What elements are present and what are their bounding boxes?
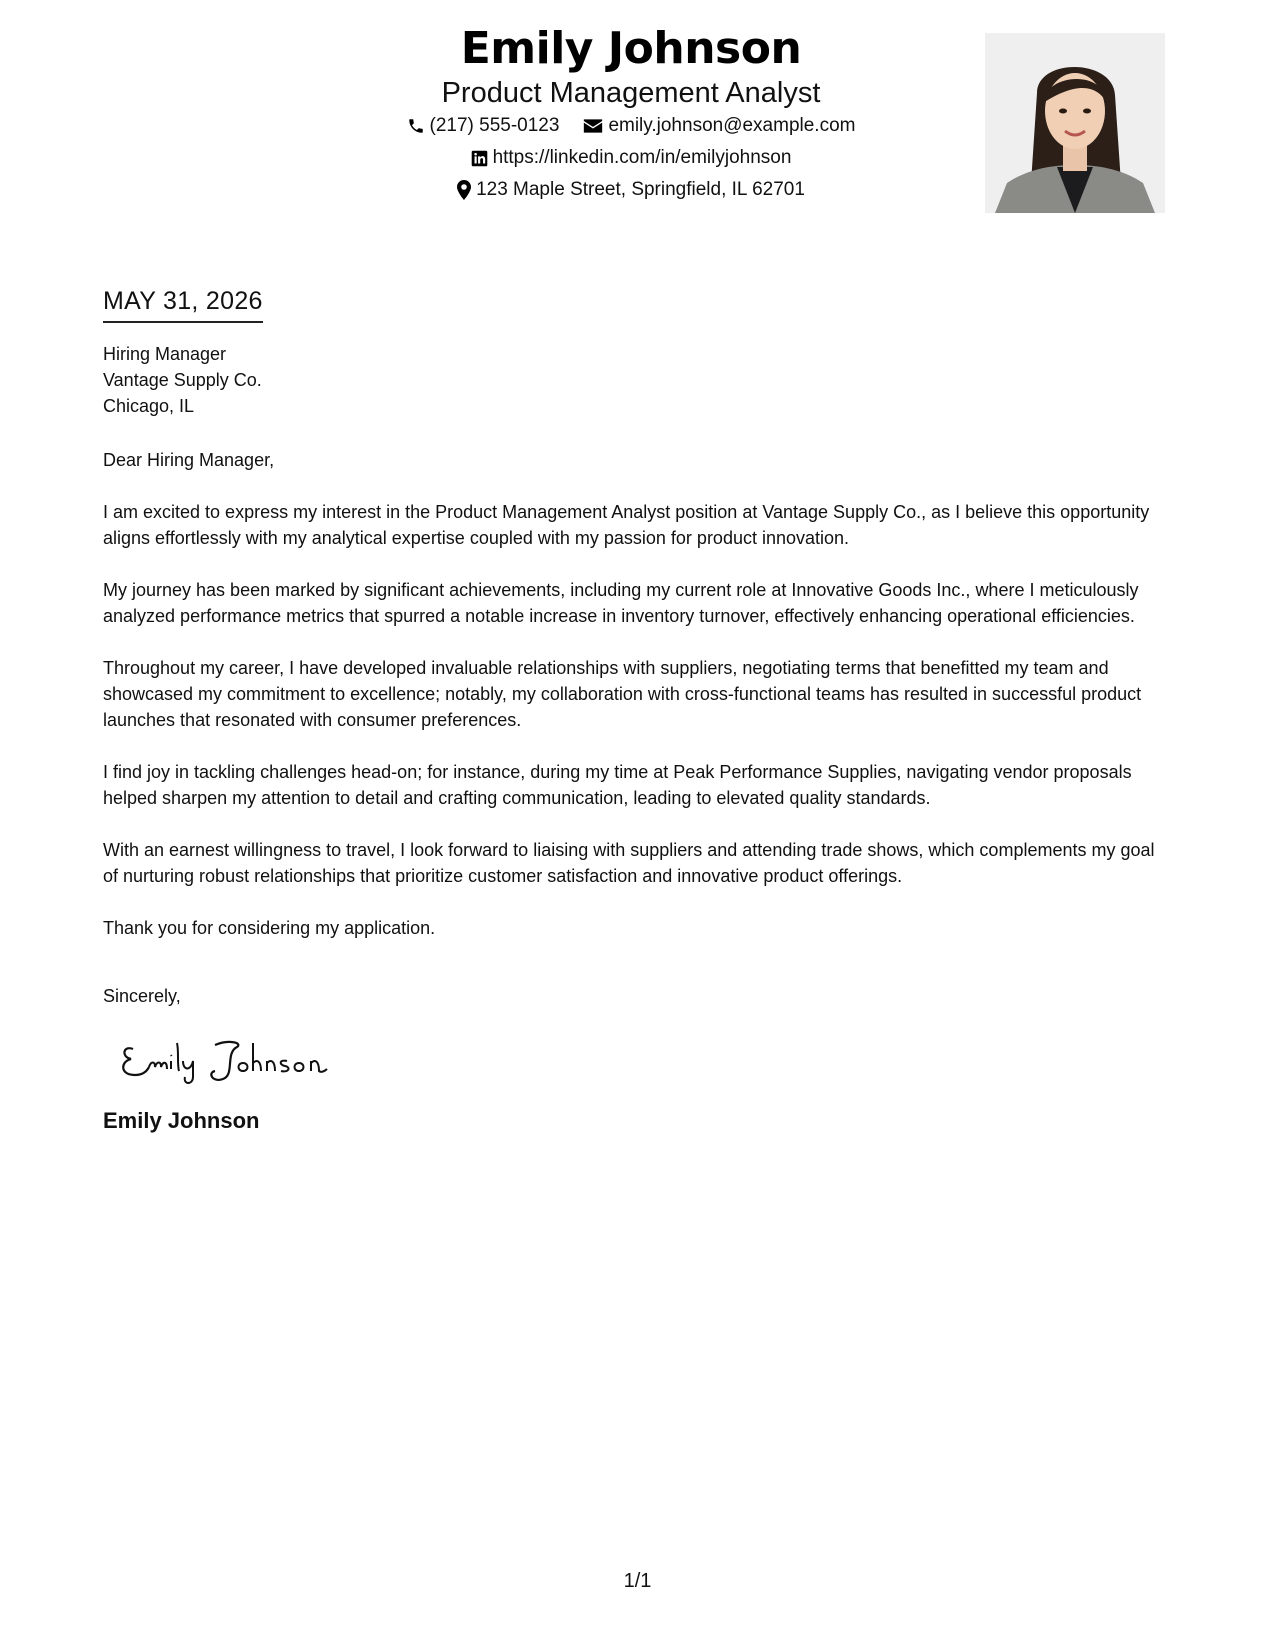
body-paragraph: I am excited to express my interest in the Product Management Analyst position at Vantage Supply Co., as I believe this opportunity aligns effortlessly with my analytical expertise coupled with my passion for product innovation.: [103, 502, 1150, 548]
recipient-location: Chicago, IL: [103, 396, 195, 416]
body-paragraph: With an earnest willingness to travel, I look forward to liaising with suppliers and attending trade shows, which complements my goal of nurturing robust relationships that prioritize customer satisfaction and innovative product offerings.: [103, 840, 1155, 886]
map-pin-icon: [457, 180, 471, 200]
letter-body: [103, 285, 1173, 1135]
body-paragraph: Throughout my career, I have developed invaluable relationships with suppliers, negotiating terms that benefitted my team and showcased my commitment to excellence; notably, my collaboration with cross-functional teams has resulted in successful product launches that resonated with consumer preferences.: [103, 658, 1142, 730]
phone-icon: [407, 117, 425, 135]
letter-date: MAY 31, 2026: [103, 285, 263, 323]
closing: Sincerely,: [103, 986, 181, 1006]
phone-number: (217) 555-0123: [429, 115, 560, 136]
recipient-name: Hiring Manager: [103, 344, 227, 364]
linkedin-icon: [471, 150, 488, 167]
recipient-company: Vantage Supply Co.: [103, 370, 262, 390]
email-address: emily.johnson@example.com: [608, 115, 856, 136]
contact-phone: [407, 110, 560, 142]
signer-name: Emily Johnson: [103, 1108, 260, 1133]
salutation: Dear Hiring Manager,: [103, 450, 275, 470]
contact-linkedin: [471, 142, 792, 174]
applicant-title: Product Management Analyst: [441, 77, 821, 109]
linkedin-url: https://linkedin.com/in/emilyjohnson: [492, 147, 792, 168]
body-paragraph: Thank you for considering my application.: [103, 918, 436, 938]
contact-address: [457, 174, 805, 206]
street-address: 123 Maple Street, Springfield, IL 62701: [476, 179, 805, 200]
handwritten-signature: [119, 1031, 1173, 1089]
applicant-photo: [985, 33, 1165, 213]
contact-email: [583, 110, 855, 142]
envelope-icon: [583, 118, 603, 134]
page-number: 1/1: [623, 1570, 652, 1592]
recipient-block: [103, 341, 1173, 419]
applicant-name: Emily Johnson: [460, 23, 802, 74]
body-paragraph: My journey has been marked by significant achievements, including my current role at Innovative Goods Inc., where I meticulously analyzed performance metrics that spurred a notable increase in inventory turnover, effectively enhancing operational efficiencies.: [103, 580, 1139, 626]
body-paragraph: I find joy in tackling challenges head-on; for instance, during my time at Peak Performance Supplies, navigating vendor proposals helped sharpen my attention to detail and crafting communication, leading to elevated quality standards.: [103, 762, 1132, 808]
